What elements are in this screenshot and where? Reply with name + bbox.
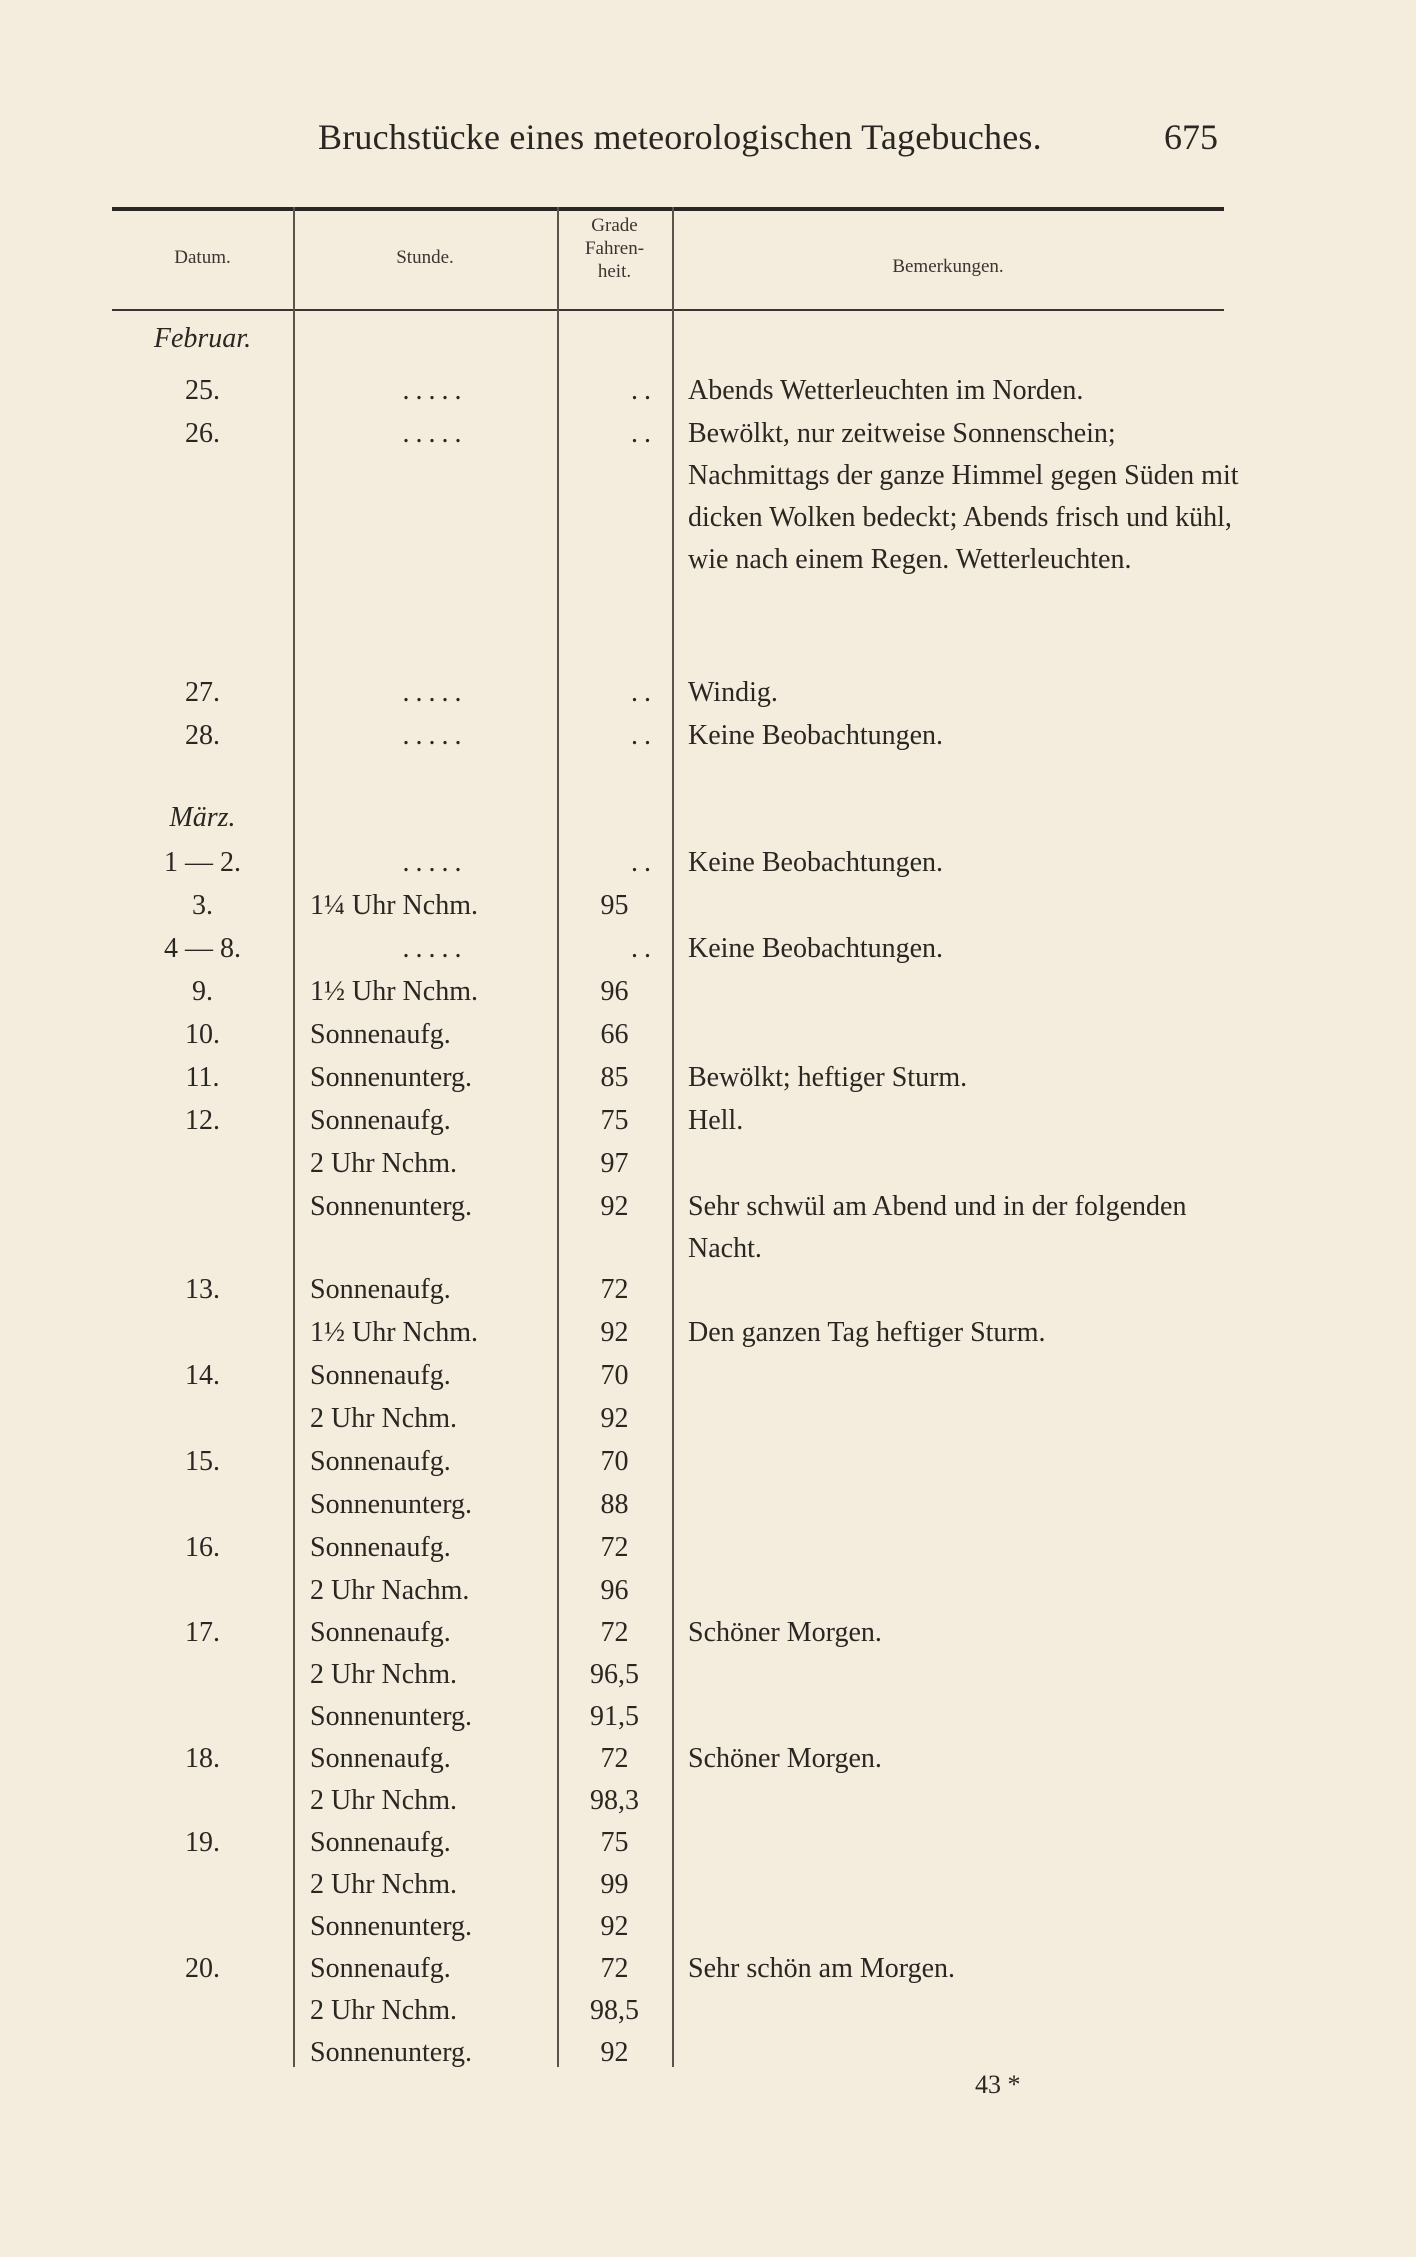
grade-cell: 72 bbox=[600, 1953, 629, 1984]
bemerkung-cell: Bewölkt, nur zeitweise Sonnenschein; Nachmittags der ganze Himmel gegen Süden mit dicken Wolken bedeckt; Abends frisch und kühl, wie nach einem Regen. Wetterleuchten. bbox=[688, 418, 1239, 575]
bemerkung-cell: Bewölkt; heftiger Sturm. bbox=[688, 1062, 968, 1093]
stunde-cell: Sonnenunterg. bbox=[310, 1062, 473, 1093]
bemerkung-cell: Keine Beobachtungen. bbox=[688, 847, 944, 878]
grade-cell: 95 bbox=[600, 890, 629, 921]
grade-cell: .. bbox=[631, 933, 657, 964]
grade-cell: 85 bbox=[600, 1062, 629, 1093]
stunde-cell: Sonnenunterg. bbox=[310, 1911, 473, 1942]
stunde-cell: Sonnenaufg. bbox=[310, 1274, 451, 1305]
stunde-cell: 2 Uhr Nchm. bbox=[310, 1785, 457, 1816]
grade-cell: 96,5 bbox=[590, 1659, 639, 1690]
grade-cell: 75 bbox=[600, 1827, 629, 1858]
datum-cell: 16. bbox=[185, 1532, 220, 1563]
grade-cell: .. bbox=[631, 677, 657, 708]
grade-cell: .. bbox=[631, 375, 657, 406]
stunde-cell: 2 Uhr Nchm. bbox=[310, 1403, 457, 1434]
stunde-cell: Sonnenunterg. bbox=[310, 1489, 473, 1520]
page-header bbox=[318, 116, 1218, 166]
column-header-bemerkungen: Bemerkungen. bbox=[892, 256, 1004, 277]
grade-cell: 92 bbox=[600, 1191, 629, 1222]
column-divider bbox=[672, 207, 674, 2067]
bemerkung-cell: Windig. bbox=[688, 677, 778, 708]
column-header-grade bbox=[557, 214, 672, 283]
column-header-grade-line: Fahren- bbox=[584, 238, 645, 259]
grade-cell: 92 bbox=[600, 1911, 629, 1942]
bemerkung-cell: Schöner Morgen. bbox=[688, 1743, 882, 1774]
bemerkung-cell: Keine Beobachtungen. bbox=[688, 933, 944, 964]
stunde-cell: ..... bbox=[402, 375, 468, 406]
grade-cell: 70 bbox=[600, 1360, 629, 1391]
grade-cell: 99 bbox=[600, 1869, 629, 1900]
grade-cell: 96 bbox=[600, 1575, 629, 1606]
grade-cell: 70 bbox=[600, 1446, 629, 1477]
stunde-cell: ..... bbox=[402, 418, 468, 449]
datum-cell: 11. bbox=[185, 1062, 220, 1093]
datum-cell: 3. bbox=[192, 890, 213, 921]
datum-cell: 28. bbox=[185, 720, 220, 751]
month-label-maerz: März. bbox=[169, 802, 236, 833]
bemerkung-cell: Sehr schwül am Abend und in der folgenden Nacht. bbox=[688, 1191, 1187, 1264]
grade-cell: 72 bbox=[600, 1274, 629, 1305]
stunde-cell: Sonnenaufg. bbox=[310, 1827, 451, 1858]
column-header-stunde: Stunde. bbox=[396, 247, 454, 268]
datum-cell: 27. bbox=[185, 677, 220, 708]
datum-cell: 18. bbox=[185, 1743, 220, 1774]
stunde-cell: Sonnenunterg. bbox=[310, 1191, 473, 1222]
stunde-cell: Sonnenaufg. bbox=[310, 1019, 451, 1050]
stunde-cell: Sonnenaufg. bbox=[310, 1617, 451, 1648]
page-number: 675 bbox=[1164, 117, 1218, 157]
grade-cell: 92 bbox=[600, 1403, 629, 1434]
datum-cell: 13. bbox=[185, 1274, 220, 1305]
grade-cell: 98,3 bbox=[590, 1785, 639, 1816]
stunde-cell: ..... bbox=[402, 677, 468, 708]
running-title: Bruchstücke eines meteorologischen Tagebuches. bbox=[318, 117, 1042, 157]
bemerkung-cell: Hell. bbox=[688, 1105, 744, 1136]
grade-cell: 97 bbox=[600, 1148, 629, 1179]
bemerkung-cell: Keine Beobachtungen. bbox=[688, 720, 944, 751]
bemerkung-cell: Den ganzen Tag heftiger Sturm. bbox=[688, 1317, 1046, 1348]
bemerkung-cell: Sehr schön am Morgen. bbox=[688, 1953, 955, 1984]
column-header-grade-line: heit. bbox=[597, 261, 632, 282]
datum-cell: 26. bbox=[185, 418, 220, 449]
grade-cell: 72 bbox=[600, 1532, 629, 1563]
grade-cell: 96 bbox=[600, 976, 629, 1007]
stunde-cell: 1¼ Uhr Nchm. bbox=[310, 890, 478, 921]
stunde-cell: 2 Uhr Nchm. bbox=[310, 1148, 457, 1179]
signature-mark: 43 * bbox=[975, 2070, 1021, 2099]
stunde-cell: Sonnenaufg. bbox=[310, 1446, 451, 1477]
bemerkung-cell: Abends Wetterleuchten im Norden. bbox=[688, 375, 1084, 406]
column-header-datum: Datum. bbox=[174, 247, 231, 268]
stunde-cell: 2 Uhr Nchm. bbox=[310, 1659, 457, 1690]
bemerkung-cell: Schöner Morgen. bbox=[688, 1617, 882, 1648]
stunde-cell: ..... bbox=[402, 847, 468, 878]
datum-cell: 14. bbox=[185, 1360, 220, 1391]
datum-cell: 15. bbox=[185, 1446, 220, 1477]
stunde-cell: ..... bbox=[402, 720, 468, 751]
datum-cell: 10. bbox=[185, 1019, 220, 1050]
stunde-cell: Sonnenunterg. bbox=[310, 2037, 473, 2068]
grade-cell: 72 bbox=[600, 1617, 629, 1648]
grade-cell: .. bbox=[631, 720, 657, 751]
grade-cell: 91,5 bbox=[590, 1701, 639, 1732]
datum-cell: 17. bbox=[185, 1617, 220, 1648]
stunde-cell: 1½ Uhr Nchm. bbox=[310, 976, 478, 1007]
column-divider bbox=[293, 207, 295, 2067]
grade-cell: .. bbox=[631, 418, 657, 449]
stunde-cell: Sonnenaufg. bbox=[310, 1743, 451, 1774]
grade-cell: .. bbox=[631, 847, 657, 878]
stunde-cell: Sonnenaufg. bbox=[310, 1105, 451, 1136]
grade-cell: 92 bbox=[600, 1317, 629, 1348]
datum-cell: 20. bbox=[185, 1953, 220, 1984]
column-header-grade-line: Grade bbox=[591, 215, 638, 236]
table-top-rule bbox=[112, 207, 1224, 211]
stunde-cell: Sonnenaufg. bbox=[310, 1953, 451, 1984]
grade-cell: 92 bbox=[600, 2037, 629, 2068]
stunde-cell: 2 Uhr Nchm. bbox=[310, 1869, 457, 1900]
table-header-rule bbox=[112, 309, 1224, 311]
grade-cell: 98,5 bbox=[590, 1995, 639, 2026]
grade-cell: 75 bbox=[600, 1105, 629, 1136]
datum-cell: 25. bbox=[185, 375, 220, 406]
datum-cell: 12. bbox=[185, 1105, 220, 1136]
datum-cell: 1 — 2. bbox=[164, 847, 241, 878]
datum-cell: 4 — 8. bbox=[164, 933, 241, 964]
grade-cell: 88 bbox=[600, 1489, 629, 1520]
stunde-cell: Sonnenaufg. bbox=[310, 1532, 451, 1563]
stunde-cell: Sonnenaufg. bbox=[310, 1360, 451, 1391]
grade-cell: 66 bbox=[600, 1019, 629, 1050]
stunde-cell: 1½ Uhr Nchm. bbox=[310, 1317, 478, 1348]
stunde-cell: 2 Uhr Nchm. bbox=[310, 1995, 457, 2026]
datum-cell: 9. bbox=[192, 976, 213, 1007]
datum-cell: 19. bbox=[185, 1827, 220, 1858]
stunde-cell: ..... bbox=[402, 933, 468, 964]
stunde-cell: 2 Uhr Nachm. bbox=[310, 1575, 470, 1606]
month-label-februar: Februar. bbox=[153, 323, 252, 354]
stunde-cell: Sonnenunterg. bbox=[310, 1701, 473, 1732]
grade-cell: 72 bbox=[600, 1743, 629, 1774]
